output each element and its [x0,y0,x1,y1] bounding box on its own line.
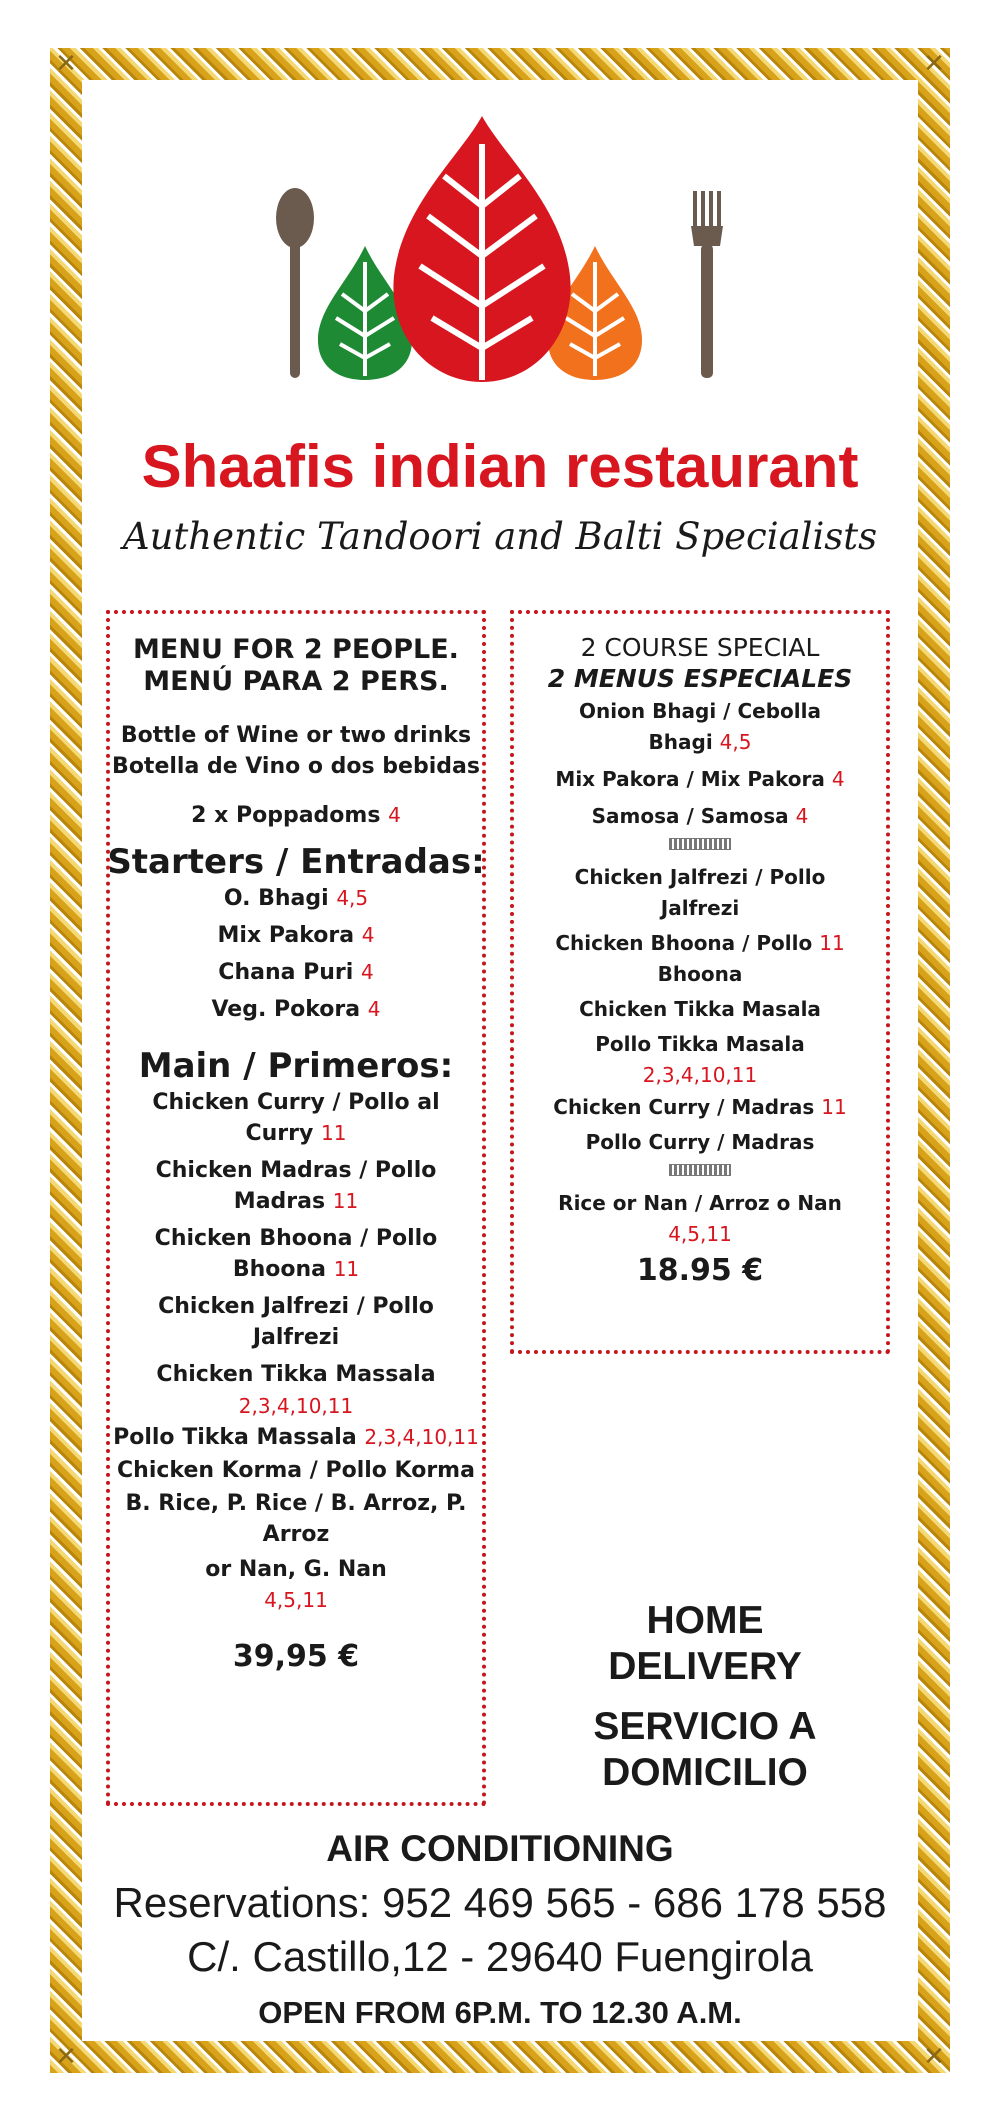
item-name: 2 x Poppadoms [191,803,381,828]
item-text: Pollo Curry / Madras [585,1130,815,1154]
allergen-code: 4 [831,767,845,791]
allergen-code: 4,5 [719,730,752,754]
allergen-code: 2,3,4,10,11 [238,1394,354,1418]
fork-icon [691,191,723,378]
item-text: Rice or Nan / Arroz o Nan [558,1191,842,1215]
two-course-heading-en: 2 COURSE SPECIAL [580,633,820,662]
main-item-text: Jalfrezi [252,1325,340,1350]
allergen-code: 4 [388,803,401,827]
main-item [104,1118,488,1149]
corner-ornament-icon: ✕ [55,2042,77,2072]
main-item-text: B. Rice, P. Rice / B. Arroz, P. [125,1491,467,1516]
restaurant-logo [260,86,740,396]
item-name: Chicken Curry / Madras [553,1095,815,1119]
item-name: Madras [233,1189,326,1214]
address: C/. Castillo,12 - 29640 Fuengirola [187,1933,813,1980]
item-name: Mix Pakora / Mix Pakora [555,767,825,791]
two-course-content [508,632,892,1291]
main-item-text: Chicken Curry / Pollo al [152,1090,440,1115]
allergen-code: 4 [360,960,374,984]
item-text: Chicken Tikka Masala [579,997,821,1021]
drinks-en: Bottle of Wine or two drinks [120,723,472,748]
menu-item [508,801,892,832]
menu-for-two-content [104,634,488,1677]
main-item-text: or Nan, G. Nan [205,1557,387,1582]
main-item-text: Arroz [262,1522,330,1547]
allergen-code: 11 [821,1095,847,1119]
menu-item [508,928,892,959]
allergen-code: 4 [367,997,381,1021]
corner-ornament-icon: ✕ [55,49,77,79]
delivery-line: HOME [646,1599,764,1642]
main-item-text: Chicken Tikka Massala [156,1362,436,1387]
menu-for-two-price: 39,95 € [232,1639,360,1674]
corner-ornament-icon: ✕ [923,49,945,79]
item-name: Curry [245,1121,314,1146]
allergen-code: 11 [332,1189,359,1213]
delivery-line: SERVICIO A [593,1705,817,1748]
menu-item [508,1092,892,1123]
delivery-line: DELIVERY [608,1645,802,1688]
allergen-code: 4,5 [336,886,369,910]
item-text: Pollo Tikka Masala [595,1032,805,1056]
item-name: O. Bhagi [223,886,329,911]
starter-item [104,920,488,951]
spoon-icon [276,188,314,378]
allergen-code: 2,3,4,10,11 [642,1063,758,1087]
red-leaf-icon [393,90,570,382]
item-text: Jalfrezi [660,896,740,920]
main-heading: Main / Primeros: [138,1046,454,1086]
allergen-code: 4 [795,804,809,828]
allergen-code: 11 [321,1121,347,1145]
corner-ornament-icon: ✕ [923,2042,945,2072]
item-text: Bhoona [657,962,743,986]
starter-item [104,957,488,988]
poppadoms-item [104,800,488,831]
section-divider [669,1164,731,1176]
main-item-text: Chicken Korma / Pollo Korma [117,1458,475,1483]
two-course-heading-es: 2 MENUS ESPECIALES [547,664,853,693]
main-item-text: Chicken Madras / Pollo [155,1158,437,1183]
delivery-line: DOMICILIO [602,1751,808,1794]
section-divider [669,838,731,850]
item-name: Bhoona [232,1257,327,1282]
item-name: Samosa / Samosa [591,804,789,828]
item-name: Chicken Bhoona / Pollo [555,931,813,955]
two-course-price: 18.95 € [636,1253,764,1288]
item-text: Onion Bhagi / Cebolla [579,699,821,723]
main-item-text: Chicken Jalfrezi / Pollo [158,1294,434,1319]
starters-heading: Starters / Entradas: [107,842,485,882]
allergen-code: 4 [361,923,375,947]
air-conditioning-label: AIR CONDITIONING [326,1828,674,1869]
allergen-code: 11 [333,1257,360,1281]
item-name: Bhagi [648,730,713,754]
main-item [104,1186,488,1217]
menu-item [508,764,892,795]
reservations-phone: Reservations: 952 469 565 - 686 178 558 [113,1879,887,1926]
starter-item [104,883,488,914]
allergen-code: 11 [819,931,845,955]
opening-hours: OPEN FROM 6P.M. TO 12.30 A.M. [258,1995,742,2030]
item-name: Mix Pakora [217,923,355,948]
main-item-text: Chicken Bhoona / Pollo [154,1226,438,1251]
item-name: Veg. Pokora [211,997,361,1022]
allergen-code: 4,5,11 [668,1222,732,1246]
menu-item [508,727,892,758]
starter-item [104,994,488,1025]
restaurant-tagline: Authentic Tandoori and Balti Specialists [122,515,878,558]
allergen-code: 4,5,11 [264,1588,328,1612]
restaurant-name: Shaafis indian restaurant [141,433,859,500]
item-name: Chana Puri [218,960,354,985]
allergen-code: 2,3,4,10,11 [364,1425,479,1449]
main-item [104,1254,488,1285]
delivery-notice [550,1598,860,1796]
item-name: Pollo Tikka Massala [113,1425,357,1450]
menu-heading-es: MENÚ PARA 2 PERS. [143,666,449,697]
menu-heading-en: MENU FOR 2 PEOPLE. [133,634,459,665]
item-text: Chicken Jalfrezi / Pollo [574,865,826,889]
main-item [104,1422,488,1453]
drinks-es: Botella de Vino o dos bebidas [112,754,480,779]
